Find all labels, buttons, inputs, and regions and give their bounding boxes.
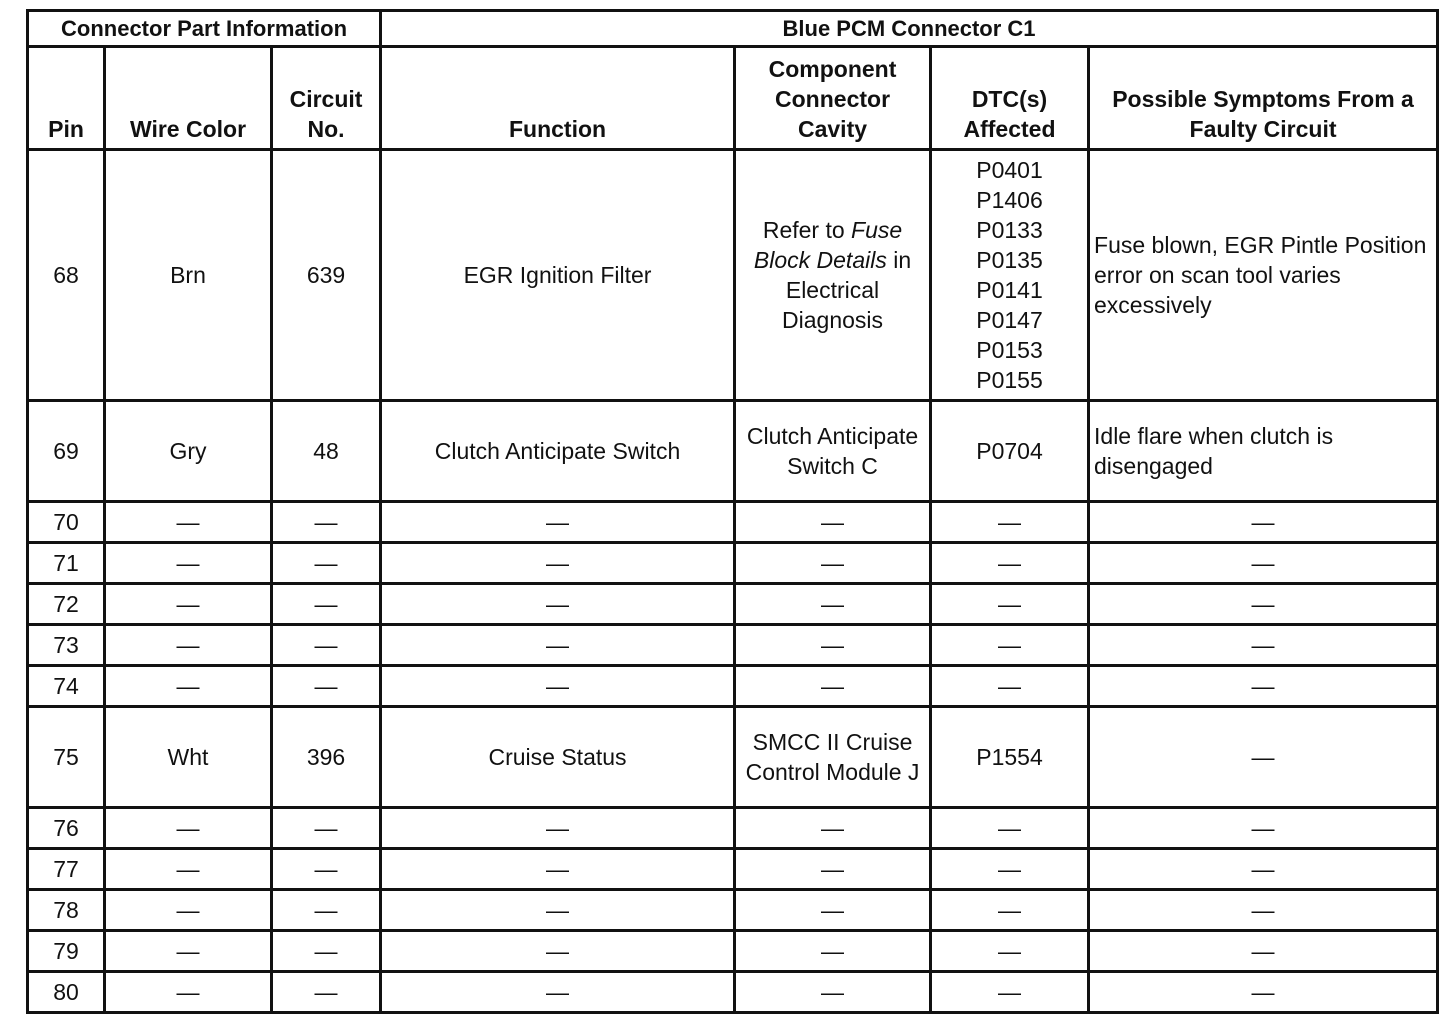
- dtcs-cell: [931, 625, 1089, 666]
- dtc-code: —: [998, 673, 1022, 699]
- wire-color-cell: —: [105, 625, 272, 666]
- circuit-no-cell: —: [272, 931, 381, 972]
- table-row: [28, 890, 1438, 931]
- column-header-row: [28, 47, 1438, 150]
- circuit-no-cell: 396: [272, 707, 381, 808]
- circuit-no-cell: —: [272, 543, 381, 584]
- symptoms-cell: —: [1089, 543, 1438, 584]
- pin-cell: 80: [28, 972, 105, 1013]
- component-cavity-cell: —: [735, 849, 931, 890]
- function-cell: —: [381, 931, 735, 972]
- symptoms-cell: —: [1089, 931, 1438, 972]
- dtc-code: —: [998, 509, 1022, 535]
- col-circuit-no-header: Circuit No.: [272, 47, 381, 150]
- dtcs-cell: [931, 543, 1089, 584]
- dtc-code: —: [998, 856, 1022, 882]
- component-cavity-cell: —: [735, 625, 931, 666]
- wire-color-cell: —: [105, 543, 272, 584]
- dtc-code: —: [998, 632, 1022, 658]
- symptoms-cell: —: [1089, 625, 1438, 666]
- function-cell: EGR Ignition Filter: [381, 150, 735, 401]
- wire-color-cell: —: [105, 972, 272, 1013]
- table-row: [28, 584, 1438, 625]
- dtcs-cell: [931, 808, 1089, 849]
- col-dtcs-header: DTC(s) Affected: [931, 47, 1089, 150]
- pin-cell: 78: [28, 890, 105, 931]
- circuit-no-cell: 639: [272, 150, 381, 401]
- function-cell: —: [381, 849, 735, 890]
- dtc-code: —: [998, 897, 1022, 923]
- symptoms-cell: —: [1089, 849, 1438, 890]
- pin-cell: 77: [28, 849, 105, 890]
- symptoms-cell: Fuse blown, EGR Pintle Position error on scan tool varies excessively: [1089, 150, 1438, 401]
- connector-part-info-header: Connector Part Information: [28, 11, 381, 47]
- table-row: [28, 543, 1438, 584]
- symptoms-cell: —: [1089, 972, 1438, 1013]
- circuit-no-cell: —: [272, 625, 381, 666]
- pin-cell: 72: [28, 584, 105, 625]
- circuit-no-cell: —: [272, 849, 381, 890]
- dtcs-cell: [931, 584, 1089, 625]
- cavity-reference: Fuse Block Details: [753, 217, 903, 273]
- dtc-code: P0704: [976, 438, 1043, 464]
- component-cavity-cell: SMCC II Cruise Control Module J: [735, 707, 931, 808]
- function-cell: —: [381, 625, 735, 666]
- circuit-no-cell: 48: [272, 401, 381, 502]
- table-row: [28, 707, 1438, 808]
- wire-color-cell: —: [105, 808, 272, 849]
- table-row: [28, 849, 1438, 890]
- symptoms-cell: —: [1089, 584, 1438, 625]
- circuit-no-cell: —: [272, 972, 381, 1013]
- dtcs-cell: [931, 401, 1089, 502]
- component-cavity-cell: —: [735, 584, 931, 625]
- dtcs-cell: [931, 150, 1089, 401]
- blue-pcm-connector-header: Blue PCM Connector C1: [381, 11, 1438, 47]
- col-symptoms-header: Possible Symptoms From a Faulty Circuit: [1089, 47, 1438, 150]
- col-wire-color-header: Wire Color: [105, 47, 272, 150]
- dtcs-cell: [931, 666, 1089, 707]
- dtc-code: —: [998, 938, 1022, 964]
- dtcs-cell: [931, 707, 1089, 808]
- component-cavity-cell: —: [735, 502, 931, 543]
- dtc-code: P0401: [976, 157, 1043, 183]
- dtcs-cell: [931, 972, 1089, 1013]
- component-cavity-cell: —: [735, 890, 931, 931]
- dtc-code: —: [998, 979, 1022, 1005]
- wire-color-cell: —: [105, 666, 272, 707]
- wire-color-cell: —: [105, 931, 272, 972]
- pin-cell: 79: [28, 931, 105, 972]
- pin-cell: 73: [28, 625, 105, 666]
- function-cell: —: [381, 890, 735, 931]
- dtc-code: P0155: [976, 367, 1043, 393]
- dtcs-cell: [931, 931, 1089, 972]
- symptoms-cell: —: [1089, 666, 1438, 707]
- dtcs-cell: [931, 890, 1089, 931]
- function-cell: —: [381, 543, 735, 584]
- cavity-text: Refer to: [762, 217, 852, 243]
- table-row: [28, 808, 1438, 849]
- pin-cell: 70: [28, 502, 105, 543]
- component-cavity-cell: —: [735, 666, 931, 707]
- circuit-no-cell: —: [272, 502, 381, 543]
- wire-color-cell: —: [105, 890, 272, 931]
- pin-cell: 68: [28, 150, 105, 401]
- component-cavity-cell: —: [735, 543, 931, 584]
- symptoms-cell: —: [1089, 707, 1438, 808]
- group-header-row: [28, 11, 1438, 47]
- pin-cell: 71: [28, 543, 105, 584]
- function-cell: —: [381, 666, 735, 707]
- dtc-code: P0147: [976, 307, 1043, 333]
- component-cavity-cell: [735, 150, 931, 401]
- pin-cell: 74: [28, 666, 105, 707]
- dtc-code: P1406: [976, 187, 1043, 213]
- symptoms-cell: —: [1089, 502, 1438, 543]
- dtcs-cell: [931, 502, 1089, 543]
- function-cell: —: [381, 584, 735, 625]
- col-pin-header: Pin: [28, 47, 105, 150]
- dtc-code: P0153: [976, 337, 1043, 363]
- wire-color-cell: —: [105, 849, 272, 890]
- cavity-text: in Electrical Diagnosis: [782, 247, 912, 333]
- function-cell: —: [381, 808, 735, 849]
- col-component-cavity-header: Component Connector Cavity: [735, 47, 931, 150]
- table-row: [28, 502, 1438, 543]
- circuit-no-cell: —: [272, 584, 381, 625]
- dtc-code: —: [998, 815, 1022, 841]
- dtc-code: P0135: [976, 247, 1043, 273]
- symptoms-cell: —: [1089, 808, 1438, 849]
- dtcs-cell: [931, 849, 1089, 890]
- wire-color-cell: —: [105, 584, 272, 625]
- function-cell: —: [381, 972, 735, 1013]
- dtc-code: —: [998, 550, 1022, 576]
- table-row: [28, 150, 1438, 401]
- table-row: [28, 401, 1438, 502]
- pin-cell: 69: [28, 401, 105, 502]
- col-function-header: Function: [381, 47, 735, 150]
- table-body: [28, 150, 1438, 1013]
- table-row: [28, 625, 1438, 666]
- wire-color-cell: Brn: [105, 150, 272, 401]
- table-row: [28, 931, 1438, 972]
- component-cavity-cell: —: [735, 931, 931, 972]
- pin-cell: 76: [28, 808, 105, 849]
- component-cavity-cell: —: [735, 972, 931, 1013]
- function-cell: Clutch Anticipate Switch: [381, 401, 735, 502]
- circuit-no-cell: —: [272, 890, 381, 931]
- symptoms-cell: Idle flare when clutch is disengaged: [1089, 401, 1438, 502]
- connector-table: [26, 9, 1439, 1014]
- wire-color-cell: Gry: [105, 401, 272, 502]
- dtc-code: P0141: [976, 277, 1043, 303]
- component-cavity-cell: —: [735, 808, 931, 849]
- table-row: [28, 666, 1438, 707]
- function-cell: —: [381, 502, 735, 543]
- wire-color-cell: —: [105, 502, 272, 543]
- dtc-code: P0133: [976, 217, 1043, 243]
- table-row: [28, 972, 1438, 1013]
- circuit-no-cell: —: [272, 808, 381, 849]
- component-cavity-cell: Clutch Anticipate Switch C: [735, 401, 931, 502]
- symptoms-cell: —: [1089, 890, 1438, 931]
- function-cell: Cruise Status: [381, 707, 735, 808]
- wire-color-cell: Wht: [105, 707, 272, 808]
- circuit-no-cell: —: [272, 666, 381, 707]
- dtc-code: —: [998, 591, 1022, 617]
- pin-cell: 75: [28, 707, 105, 808]
- dtc-code: P1554: [976, 744, 1043, 770]
